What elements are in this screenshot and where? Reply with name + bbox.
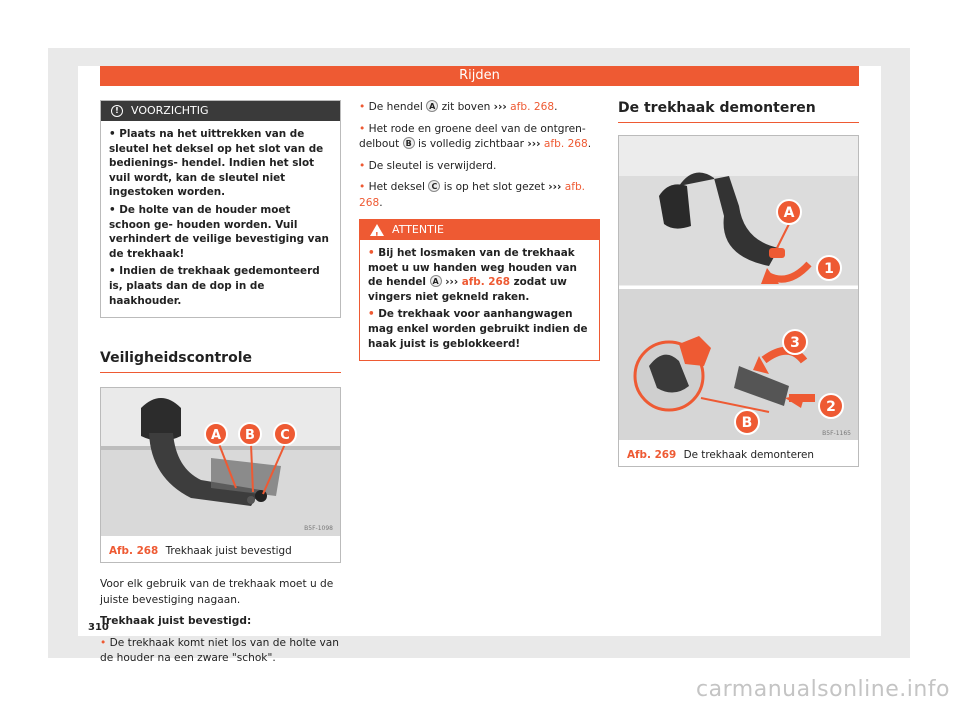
section-title-remove-towbar: De trekhaak demonteren [618,100,859,123]
info-circle-icon: ! [111,105,123,117]
attention-body [360,240,599,360]
figure-caption [619,444,858,466]
caution-item: • De holte van de houder moet schoon ge- houden worden. Vuil verhindert de veilige bevestiging van de trekhaak! [109,203,329,260]
label-b-marker [735,410,759,434]
step-1-marker [817,256,841,280]
svg-text:2: 2 [826,399,836,415]
list-item: • De sleutel is verwijderd. [359,159,497,172]
step-3-marker [783,330,807,354]
figure-number: Afb. 268 [109,545,159,558]
figure-caption [101,540,340,562]
svg-text:A: A [210,428,222,444]
watermark-text: carmanualsonline.info [696,677,950,702]
svg-text:C: C [280,428,290,444]
letter-b-badge: B [403,137,415,149]
svg-text:1: 1 [824,261,834,277]
figure-caption-text: Trekhaak juist bevestigd [165,545,292,558]
figure-code: B5F-1098 [304,525,333,533]
figure-code: B5F-1165 [822,430,851,437]
caution-header [101,101,340,121]
body-text-left [100,577,341,667]
check-list [359,100,600,211]
warning-triangle-icon [370,224,384,236]
letter-c-badge: C [428,180,440,192]
column-middle [359,100,600,361]
chapter-header: Rijden [100,66,859,86]
step-2-marker [819,394,843,418]
caution-body [101,121,340,317]
list-item: • Het deksel C is op het slot gezet ››› afb. 268. [359,181,586,209]
label-b-marker [239,423,261,445]
svg-text:3: 3 [790,335,800,351]
list-item: • De hendel A zit boven ››› afb. 268. [359,101,558,113]
attention-item: • Bij het losmaken van de trekhaak moet u uw handen weg houden van de hendel A ››› afb. 268 zodat uw vingers niet gekneld raken. [368,247,577,303]
attention-item: • De trekhaak voor aanhangwagen mag enkel worden gebruikt indien de haak juist is geblokkeerd! [368,308,588,350]
figure-link[interactable]: afb. 268 [461,276,510,289]
letter-a-badge: A [426,100,438,112]
svg-text:A: A [783,205,795,221]
label-a-marker [777,200,801,224]
label-a-marker [205,423,227,445]
page-number: 310 [88,622,109,633]
column-right [618,100,859,467]
svg-text:B: B [741,415,753,431]
label-c-marker [274,423,296,445]
attention-header [360,220,599,240]
figure-caption-text: De trekhaak demonteren [683,449,814,461]
towbar-removal-illustration [619,136,858,440]
attention-title: ATTENTIE [392,223,445,236]
list-item: • De trekhaak komt niet los van de holte van de houder na een zware "schok". [100,636,339,665]
figure-link[interactable]: afb. 268 [510,101,555,113]
figure-269 [618,135,859,467]
section-title-safety-check: Veiligheidscontrole [100,350,341,373]
caution-item: • Indien de trekhaak gedemonteerd is, plaats dan de dop in de haakhouder. [109,265,320,307]
figure-link[interactable]: afb. 268 [543,138,588,150]
list-item: • Het rode en groene deel van de ontgren- delbout B is volledig zichtbaar ››› afb. 268. [359,122,592,150]
svg-text:B: B [245,428,255,444]
figure-268 [100,387,341,563]
subheading: Trekhaak juist bevestigd: [100,615,252,628]
caution-title: VOORZICHTIG [131,104,209,117]
caution-item: • Plaats na het uittrekken van de sleutel het deksel op het slot van de bedienings- hendel. Indien het slot vuil wordt, kan de sleutel niet ingestoken worden. [109,128,324,199]
column-left [100,100,341,673]
figure-number: Afb. 269 [627,449,677,461]
figure-link[interactable]: afb. 268 [359,181,586,209]
letter-a-badge: A [430,275,442,287]
attention-box [359,219,600,361]
caution-box [100,100,341,318]
intro-paragraph: Voor elk gebruik van de trekhaak moet u de juiste bevestiging nagaan. [100,578,334,606]
towbar-mounted-illustration [101,388,340,536]
